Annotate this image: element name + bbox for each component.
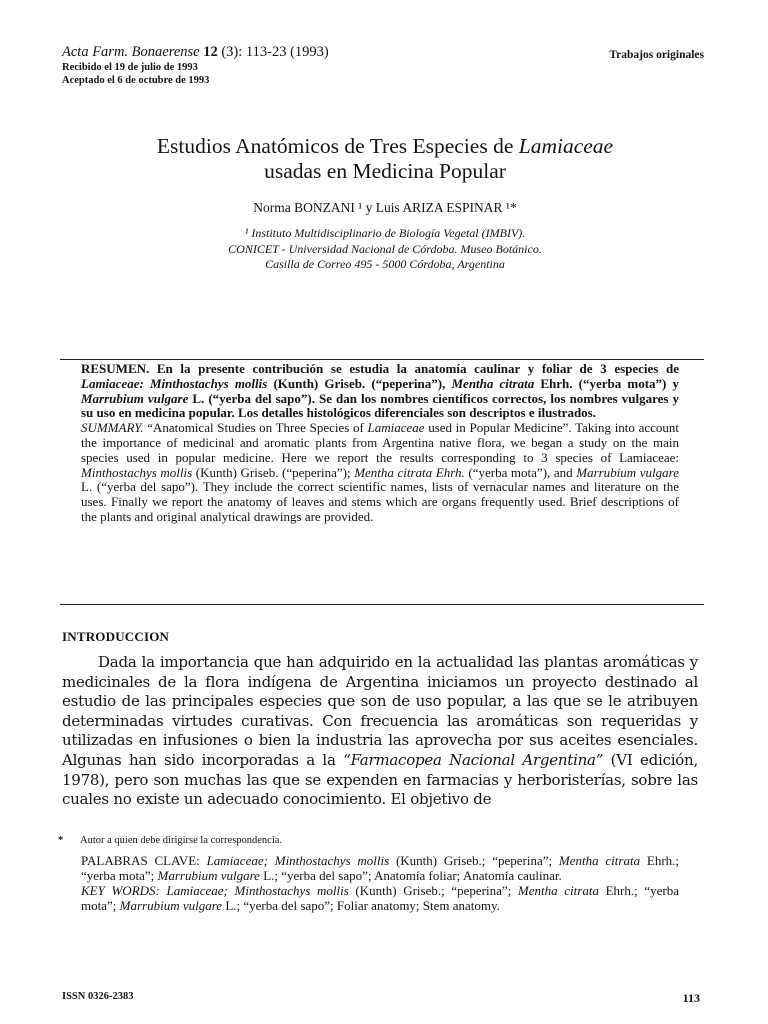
keyword-species: Marrubium vulgare	[157, 868, 260, 883]
resumen-species: Lamiaceae: Minthostachys mollis	[81, 375, 268, 391]
affiliation	[60, 226, 710, 273]
summary-species: Minthostachys mollis	[81, 464, 193, 480]
affiliation-line1: ¹ Instituto Multidisciplinario de Biología Vegetal (IMBIV).	[244, 226, 526, 240]
key-words	[81, 883, 679, 913]
section-heading: INTRODUCCION	[62, 629, 170, 644]
footnote	[58, 835, 282, 846]
intro-citation: “Farmacopea Nacional Argentina”	[343, 750, 604, 769]
keyword-species: Mentha citrata	[517, 883, 599, 898]
keyword-text: (Kunth) Griseb.; “peperina”;	[355, 883, 512, 898]
title-line2: usadas en Medicina Popular	[264, 159, 506, 183]
summary-text: (Kunth) Griseb. (“peperina”);	[195, 464, 351, 480]
summary-text: (“yerba mota”), and	[468, 464, 573, 480]
keyword-text: L.; “yerba del sapo”; Anatomía foliar; Anatomía caulinar.	[263, 868, 562, 883]
summary-text: “Anatomical Studies on Three Species of	[147, 420, 364, 436]
section-label: Trabajos originales	[609, 49, 704, 61]
intro-text: Dada la importancia que han adquirido en la actualidad las plantas aromáticas y medicinales de la flora indígena de Argentina iniciamos un proyecto destinado al estudio de las principales especies que son de uso popular, a las que se le atribuyen determinadas virtudes curativas. Con frecuencia las aromáticas son requeridas y utilizadas en infusiones o bien la industria las aprovecha por sus aceites esenciales. Algunas han sido incorporadas a la	[62, 653, 698, 769]
keyword-species: Lamiaceae; Minthostachys mollis	[166, 883, 349, 898]
issn: ISSN 0326-2383	[62, 991, 134, 1002]
summary-text: used in Popular Medicine”. Taking into account the importance of medicinal and aromatic plants from Argentina native flora, we began a study on the main species used in popular medicine. Here we report the results corresponding to 3 species of Lamiaceae:	[81, 420, 679, 465]
received-date: Recibido el 19 de julio de 1993	[62, 62, 198, 73]
affiliation-line3: Casilla de Correo 495 - 5000 Córdoba, Argentina	[265, 257, 505, 271]
abstract-block	[81, 362, 679, 525]
keywords-block	[81, 853, 679, 913]
footnote-text: Autor a quien debe dirigirse la correspondencia.	[80, 835, 283, 846]
journal-issue-pages: (3): 113-23 (1993)	[221, 44, 329, 60]
summary-species: Mentha citrata Ehrh.	[354, 464, 465, 480]
footnote-mark: *	[58, 835, 64, 846]
journal-name: Acta Farm. Bonaerense	[62, 44, 200, 60]
keyword-text: Ehrh.; “yerba mota”;	[81, 883, 679, 913]
page-number: 113	[682, 991, 700, 1005]
keywords-label: KEY WORDS:	[81, 883, 160, 898]
intro-text: (VI edición, 1978), pero son muchas las que se expenden en farmacias y herboristerías, sobre las cuales no existe un adecuado conocimiento. El objetivo de	[62, 750, 698, 809]
abstract-bottom-rule	[60, 604, 704, 605]
resumen-species: Mentha citrata	[451, 375, 535, 391]
summary	[81, 421, 679, 525]
affiliation-line2: CONICET - Universidad Nacional de Córdoba. Museo Botánico.	[228, 241, 542, 256]
resumen-text: (Kunth) Griseb. (“peperina”),	[273, 375, 446, 391]
title-part1: Estudios Anatómicos de Tres Especies de	[156, 134, 514, 158]
summary-species: Marrubium vulgare	[576, 464, 679, 480]
summary-species: Lamiaceae	[367, 420, 425, 436]
keyword-text: L.; “yerba del sapo”; Foliar anatomy; Stem anatomy.	[225, 898, 500, 913]
keyword-species: Marrubium vulgare	[119, 898, 223, 913]
abstract-top-rule	[60, 359, 704, 360]
resumen-text: Ehrh. (“yerba mota”) y	[540, 375, 679, 391]
keyword-species: Mentha citrata	[558, 853, 641, 868]
keywords-label: PALABRAS CLAVE:	[81, 853, 200, 868]
keyword-text: (Kunth) Griseb.; “peperina”;	[395, 853, 553, 868]
intro-paragraph	[62, 653, 698, 810]
journal-volume: 12	[203, 44, 218, 60]
resumen-text: RESUMEN. En la presente contribución se estudia la anatomía caulinar y foliar de 3 especies de	[81, 361, 679, 376]
resumen-text: L. (“yerba del sapo”). Se dan los nombres científicos correctos, los nombres vulgares y su uso en medicina popular. Los detalles histológicos diferenciales son descriptos e ilustrados.	[81, 390, 679, 421]
keyword-species: Lamiaceae; Minthostachys mollis	[206, 853, 390, 868]
summary-label: SUMMARY.	[81, 420, 144, 436]
summary-text: L. (“yerba del sapo”). They include the correct scientific names, lists of vernacular names and literature on the uses. Finally we report the anatomy of leaves and stems which are organs frequently used. Brief descriptions of the plants and original analytical drawings are provided.	[81, 479, 679, 524]
keyword-text: Ehrh.; “yerba mota”;	[81, 853, 680, 883]
title-family: Lamiaceae	[518, 134, 614, 158]
paper-title	[60, 134, 710, 184]
resumen	[81, 362, 679, 421]
accepted-date: Aceptado el 6 de octubre de 1993	[62, 75, 210, 86]
journal-citation	[62, 44, 329, 60]
authors: Norma BONZANI ¹ y Luis ARIZA ESPINAR ¹*	[253, 200, 517, 215]
palabras-clave	[81, 853, 679, 883]
resumen-species: Marrubium vulgare	[81, 390, 189, 406]
